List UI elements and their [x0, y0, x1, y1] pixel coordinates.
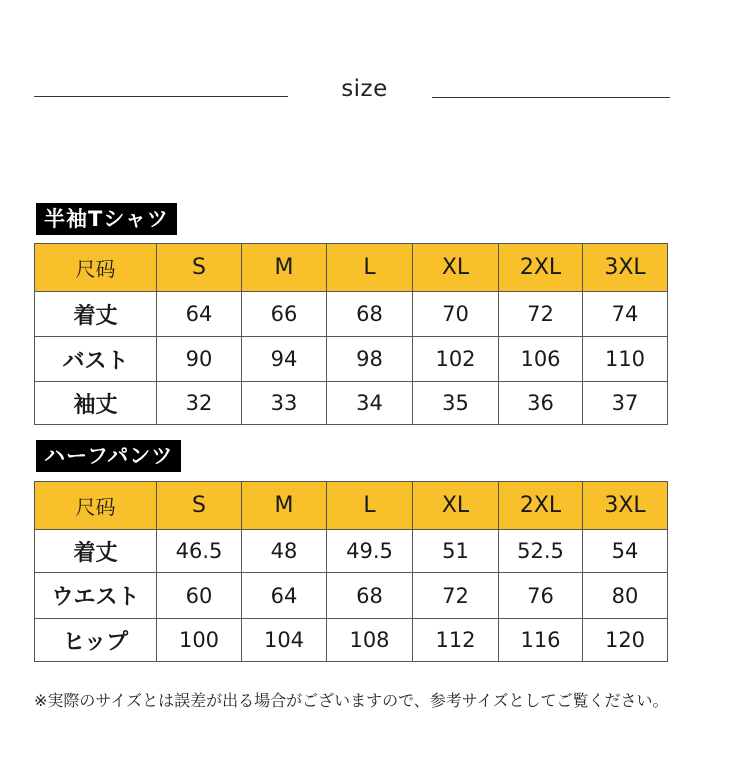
row-label: 袖丈 [35, 382, 157, 425]
table-cell: 70 [413, 292, 499, 337]
tshirt-size-table [34, 243, 668, 425]
table-row [35, 573, 668, 619]
table-cell: 34 [327, 382, 413, 425]
header-cell: 3XL [583, 482, 668, 530]
table-header-row [35, 482, 668, 530]
header-cell: XL [413, 482, 499, 530]
table-cell: 106 [499, 337, 583, 382]
header-cell: S [157, 482, 242, 530]
table-cell: 74 [583, 292, 668, 337]
table-cell: 94 [242, 337, 327, 382]
row-label: ヒップ [35, 619, 157, 662]
table-cell: 48 [242, 530, 327, 573]
table-cell: 112 [413, 619, 499, 662]
table-row [35, 619, 668, 662]
header-cell: L [327, 482, 413, 530]
table-cell: 52.5 [499, 530, 583, 573]
header-cell: S [157, 244, 242, 292]
table-cell: 80 [583, 573, 668, 619]
table-row [35, 292, 668, 337]
table-cell: 120 [583, 619, 668, 662]
disclaimer-note: ※実際のサイズとは誤差が出る場合がございますので、参考サイズとしてご覧ください。 [34, 691, 669, 710]
table-cell: 32 [157, 382, 242, 425]
table-cell: 46.5 [157, 530, 242, 573]
row-label: 着丈 [35, 530, 157, 573]
table-cell: 108 [327, 619, 413, 662]
table-cell: 49.5 [327, 530, 413, 573]
table-cell: 98 [327, 337, 413, 382]
table-cell: 51 [413, 530, 499, 573]
row-label: バスト [35, 337, 157, 382]
table-cell: 116 [499, 619, 583, 662]
table-cell: 104 [242, 619, 327, 662]
pants-section-label: ハーフパンツ [36, 440, 181, 472]
pants-size-table [34, 481, 668, 662]
table-cell: 68 [327, 292, 413, 337]
page-title: size [341, 76, 388, 102]
table-header-row [35, 244, 668, 292]
header-cell: 2XL [499, 482, 583, 530]
table-row [35, 382, 668, 425]
table-cell: 64 [157, 292, 242, 337]
table-cell: 35 [413, 382, 499, 425]
row-label: 着丈 [35, 292, 157, 337]
tshirt-section-label: 半袖Tシャツ [36, 203, 177, 235]
table-cell: 37 [583, 382, 668, 425]
title-rule-right [432, 97, 670, 98]
table-cell: 72 [413, 573, 499, 619]
table-cell: 102 [413, 337, 499, 382]
table-cell: 64 [242, 573, 327, 619]
table-cell: 36 [499, 382, 583, 425]
table-cell: 54 [583, 530, 668, 573]
table-cell: 68 [327, 573, 413, 619]
table-cell: 33 [242, 382, 327, 425]
header-cell: XL [413, 244, 499, 292]
table-cell: 66 [242, 292, 327, 337]
table-row [35, 530, 668, 573]
header-cell: 尺码 [35, 244, 157, 292]
table-cell: 76 [499, 573, 583, 619]
header-cell: M [242, 482, 327, 530]
header-cell: L [327, 244, 413, 292]
header-cell: M [242, 244, 327, 292]
row-label: ウエスト [35, 573, 157, 619]
table-cell: 100 [157, 619, 242, 662]
table-cell: 72 [499, 292, 583, 337]
table-cell: 60 [157, 573, 242, 619]
header-cell: 2XL [499, 244, 583, 292]
header-cell: 3XL [583, 244, 668, 292]
table-cell: 110 [583, 337, 668, 382]
header-cell: 尺码 [35, 482, 157, 530]
table-row [35, 337, 668, 382]
table-cell: 90 [157, 337, 242, 382]
